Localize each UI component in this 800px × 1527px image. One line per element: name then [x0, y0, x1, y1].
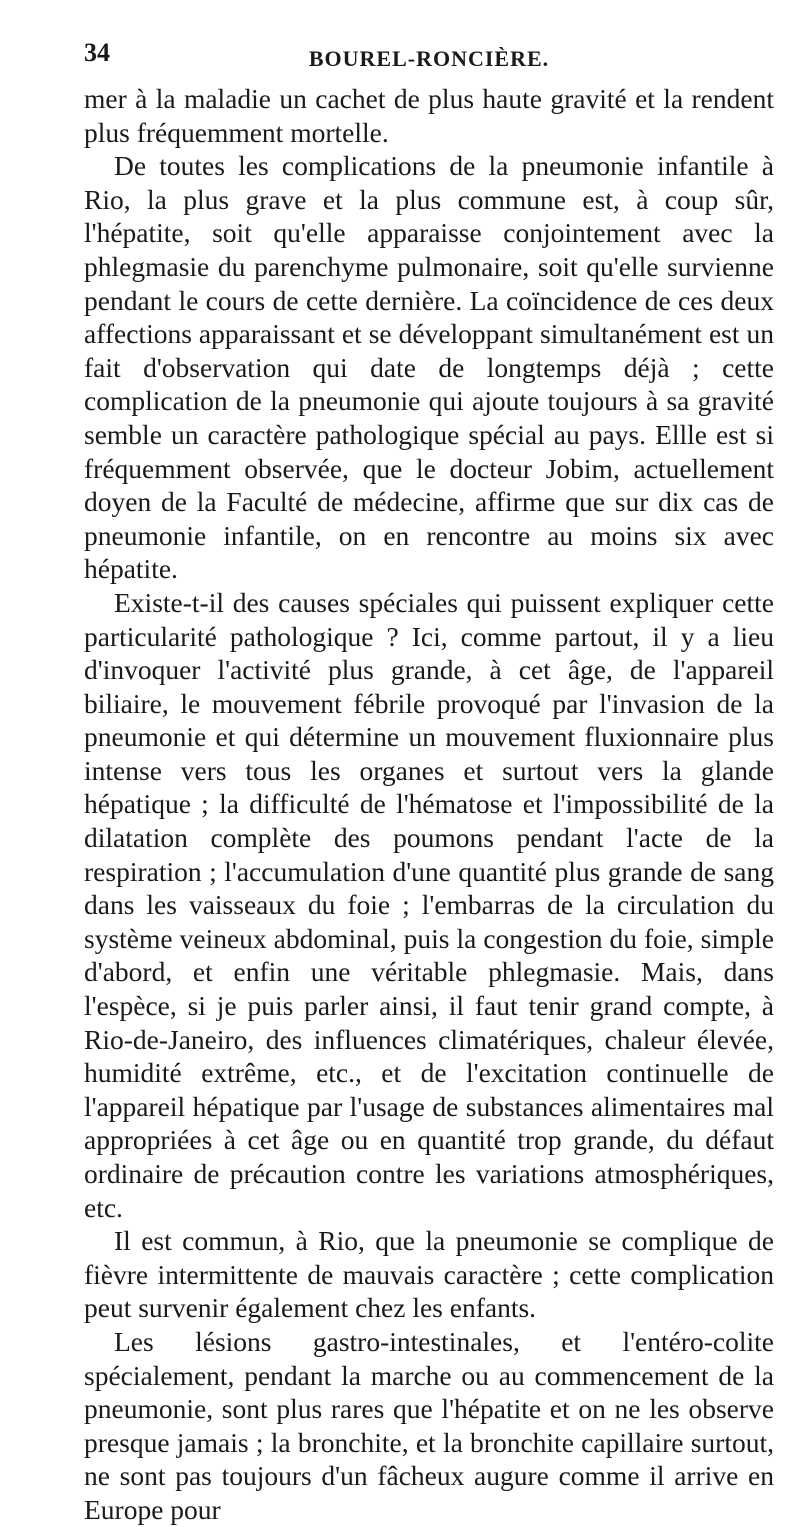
page-number: 34 [84, 38, 110, 67]
paragraph: Existe-t-il des causes spéciales qui puissent expliquer cette particularité pathologique ? Ici, comme partout, il y a lieu d'invoquer l'activité plus grande, à cet âge, de l'appareil biliaire, le mouvement fébrile provoqué par l'invasion de la pneumonie et qui détermine un mouvement fluxionnaire plus intense vers tous les organes et surtout vers la glande hépatique ; la difficulté de l'hématose et l'impossibilité de la dilatation complète des poumons pendant l'acte de la respiration ; l'accumulation d'une quantité plus grande de sang dans les vaisseaux du foie ; l'embarras de la circulation du système veineux abdominal, puis la congestion du foie, simple d'abord, et enfin une véritable phlegmasie. Mais, dans l'espèce, si je puis parler ainsi, il faut tenir grand compte, à Rio-de-Janeiro, des influences climatériques, chaleur élevée, humidité extrême, etc., et de l'excitation continuelle de l'appareil hépatique par l'usage de substances alimentaires mal appropriées à cet âge ou en quantité trop grande, du défaut ordinaire de précaution contre les variations atmosphériques, etc. [84, 586, 774, 1223]
paragraph-continuation: mer à la maladie un cachet de plus haute gravité et la rendent plus fréquemment mortelle. [84, 83, 774, 148]
body-text [84, 82, 774, 1527]
paragraph: Il est commun, à Rio, que la pneumonie se complique de fièvre intermittente de mauvais caractère ; cette complication peut survenir également chez les enfants. [84, 1225, 774, 1324]
page-header [84, 38, 774, 78]
running-head: BOUREL-RONCIÈRE. [308, 46, 550, 71]
paragraph: De toutes les complications de la pneumonie infantile à Rio, la plus grave et la plus commune est, à coup sûr, l'hépatite, soit qu'elle apparaisse conjointement avec la phlegmasie du parenchyme pulmonaire, soit qu'elle survienne pendant le cours de cette dernière. La coïncidence de ces deux affections apparaissant et se développant simultanément est un fait d'observation qui date de longtemps déjà ; cette complication de la pneumonie qui ajoute toujours à sa gravité semble un caractère pathologique spécial au pays. Ellle est si fréquemment observée, que le docteur Jobim, actuellement doyen de la Faculté de médecine, affirme que sur dix cas de pneumonie infantile, on en rencontre au moins six avec hépatite. [84, 150, 774, 585]
paragraph: Les lésions gastro-intestinales, et l'entéro-colite spécialement, pendant la marche ou au commencement de la pneumonie, sont plus rares que l'hépatite et on ne les observe presque jamais ; la bronchite, et la bronchite capillaire surtout, ne sont pas toujours d'un fâcheux augure comme il arrive en Europe pour [84, 1325, 774, 1525]
